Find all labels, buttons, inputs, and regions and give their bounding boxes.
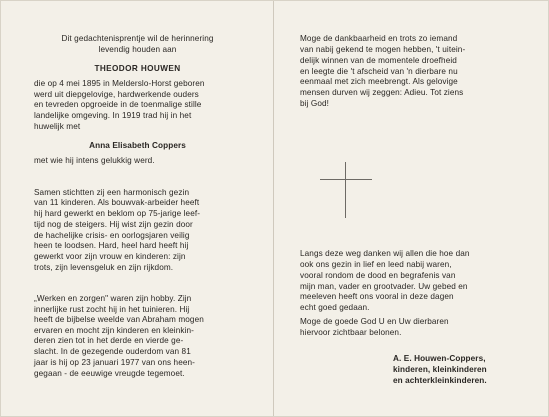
para3-line-5: deren zien tot in het derde en vierde ge- bbox=[34, 336, 184, 345]
cross-vertical-bar bbox=[345, 162, 346, 218]
right-para1-line-7: bij God! bbox=[300, 99, 330, 108]
right-para2-line-2: ook ons gezin in lief en leed nabij waren, bbox=[300, 260, 452, 269]
para2-line-3: hij hard gewerkt en beklom op 75-jarige leef- bbox=[34, 209, 201, 218]
para3-line-1: „Werken en zorgen" waren zijn hobby. Zijn bbox=[34, 294, 192, 303]
right-para2-line-7: Moge de goede God U en Uw dierbaren bbox=[300, 317, 449, 326]
para2-line-6: heen te loodsen. Hard, heel hard heeft hij bbox=[34, 241, 189, 250]
birth-line-1: die op 4 mei 1895 in Melderslo-Horst geboren bbox=[34, 79, 205, 88]
para3-line-7: jaar is hij op 23 januari 1977 van ons heen- bbox=[34, 358, 195, 367]
para2-line-7: gewerkt voor zijn vrouw en kinderen: zijn bbox=[34, 252, 186, 261]
right-para2-line-6: echt goed gedaan. bbox=[300, 303, 370, 312]
right-para2-line-5: meeleven heeft ons vooral in deze dagen bbox=[300, 292, 454, 301]
right-para2-line-1: Langs deze weg danken wij allen die hoe dan bbox=[300, 249, 470, 258]
para2-line-1: Samen stichtten zij een harmonisch gezin bbox=[34, 188, 190, 197]
right-para1-line-4: en leegte die 't afscheid van 'n dierbare nu bbox=[300, 67, 458, 76]
right-para2-line-3: vooral rondom de dood en begrafenis van bbox=[300, 271, 456, 280]
para2-line-5: de hachelijke crisis- en oorlogsjaren veilig bbox=[34, 231, 190, 240]
para3-line-3: heeft de bijbelse weelde van Abraham mogen bbox=[34, 315, 204, 324]
spouse-line: met wie hij intens gelukkig werd. bbox=[34, 156, 155, 165]
cross-horizontal-bar bbox=[320, 179, 372, 180]
para3-line-4: ervaren en mocht zijn kinderen en kleinkin- bbox=[34, 326, 194, 335]
birth-line-2: werd uit diepgelovige, hardwerkende ouders bbox=[34, 90, 199, 99]
deceased-name: THEODOR HOUWEN bbox=[94, 64, 181, 73]
intro-line-2: levendig houden aan bbox=[98, 45, 177, 54]
right-para1-line-1: Moge de dankbaarheid en trots zo iemand bbox=[300, 34, 458, 43]
signature-line-3: en achterkleinkinderen. bbox=[393, 376, 487, 385]
para3-line-8: gegaan - de eeuwige vreugde tegemoet. bbox=[34, 369, 185, 378]
para2-line-2: van 11 kinderen. Als bouwvak-arbeider heeft bbox=[34, 198, 200, 207]
right-panel bbox=[275, 1, 549, 417]
birth-line-5: huwelijk met bbox=[34, 122, 81, 131]
spouse-name: Anna Elisabeth Coppers bbox=[89, 141, 186, 150]
para3-line-2: innerlijke rust zocht hij in het tuinieren. Hij bbox=[34, 305, 190, 314]
right-para1-line-2: van nabij gekend te mogen hebben, 't uitein- bbox=[300, 45, 466, 54]
para2-line-4: tijd nog de steigers. Hij wist zijn gezin door bbox=[34, 220, 193, 229]
cross-icon bbox=[320, 162, 372, 218]
signature-line-1: A. E. Houwen-Coppers, bbox=[393, 354, 486, 363]
right-para2-line-4: mijn man, vader en grootvader. Uw gebed en bbox=[300, 282, 468, 291]
right-para1-line-5: eenmaal met zich meebrengt. Als gelovige bbox=[300, 77, 458, 86]
left-panel bbox=[1, 1, 274, 417]
birth-line-3: en tevreden opgroeide in de toenmalige stille bbox=[34, 100, 202, 109]
right-para1-line-3: delijk winnen van de momentele droefheid bbox=[300, 56, 457, 65]
para2-line-8: trots, zijn levensgeluk en zijn rijkdom. bbox=[34, 263, 174, 272]
signature-line-2: kinderen, kleinkinderen bbox=[393, 365, 487, 374]
para3-line-6: slacht. In de gezegende ouderdom van 81 bbox=[34, 347, 191, 356]
intro-line-1: Dit gedachtenisprentje wil de herinnering bbox=[61, 34, 214, 43]
right-para1-line-6: mensen durven wij zeggen: Adieu. Tot ziens bbox=[300, 88, 464, 97]
right-para2-line-8: hiervoor zichtbaar belonen. bbox=[300, 328, 402, 337]
birth-line-4: landelijke omgeving. In 1919 trad hij in het bbox=[34, 111, 192, 120]
